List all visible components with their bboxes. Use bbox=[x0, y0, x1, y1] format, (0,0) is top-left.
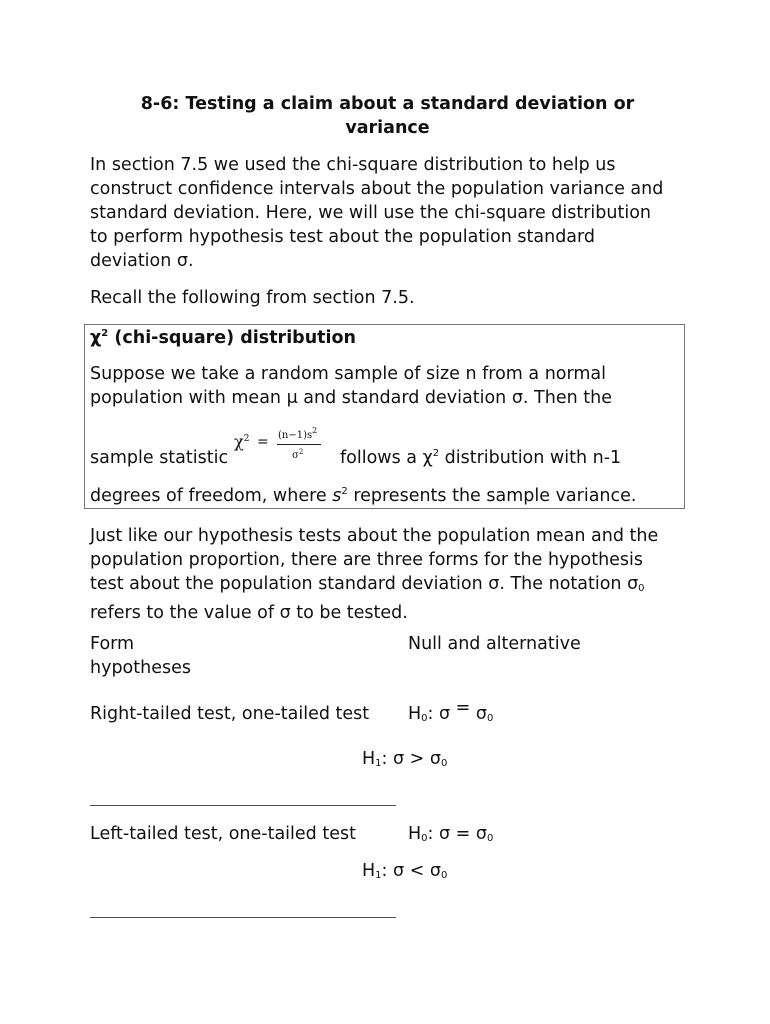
formula-chi: χ bbox=[234, 432, 244, 451]
para2-line: Just like our hypothesis tests about the population mean and the bbox=[90, 526, 659, 546]
formula-denominator-sup: 2 bbox=[298, 448, 304, 456]
intro-line: standard deviation. Here, we will use the chi-square distribution bbox=[90, 203, 651, 223]
title-line-2: variance bbox=[345, 118, 430, 138]
box-line-2: population with mean μ and standard deviation σ. Then the bbox=[90, 388, 612, 408]
formula-lhs-sup: 2 bbox=[243, 434, 250, 444]
hypothesis-forms-paragraph bbox=[90, 524, 690, 625]
left-tailed-label: Left-tailed test, one-tailed test bbox=[90, 824, 356, 844]
h0-letter: H bbox=[408, 824, 422, 844]
column-header-null-alt: Null and alternative bbox=[408, 634, 581, 654]
section-divider: ___________________________________________________ bbox=[90, 792, 396, 806]
h0-sub: 0 bbox=[421, 713, 428, 724]
intro-paragraph bbox=[90, 153, 690, 273]
h1-sub: 1 bbox=[375, 758, 382, 769]
para2-line: population proportion, there are three forms for the hypothesis bbox=[90, 550, 644, 570]
follows-post: distribution with n-1 bbox=[439, 448, 622, 468]
formula-fraction-bar bbox=[277, 444, 321, 445]
section-divider: ___________________________________________________ bbox=[90, 904, 396, 918]
formula-equals: = bbox=[257, 434, 269, 450]
para2-line: refers to the value of σ to be tested. bbox=[90, 603, 408, 623]
box-heading-symbol: χ bbox=[90, 328, 102, 348]
column-header-hypotheses: hypotheses bbox=[90, 658, 191, 678]
column-header-form: Form bbox=[90, 634, 135, 654]
recall-text: Recall the following from section 7.5. bbox=[90, 288, 415, 308]
box-heading-sup: 2 bbox=[101, 328, 109, 339]
h0-sigma-sub: 0 bbox=[486, 833, 494, 844]
follows-sup: 2 bbox=[432, 448, 440, 459]
follows-pre: follows a χ bbox=[340, 448, 433, 468]
intro-line: In section 7.5 we used the chi-square distribution to help us bbox=[90, 155, 616, 175]
h1-mid: : σ < σ bbox=[381, 861, 441, 881]
h0-sigma: σ bbox=[470, 704, 487, 724]
dof-sup: 2 bbox=[341, 486, 348, 497]
right-tailed-label: Right-tailed test, one-tailed test bbox=[90, 704, 370, 724]
box-heading-text: (chi-square) distribution bbox=[108, 328, 357, 348]
h1-sub: 1 bbox=[375, 870, 382, 881]
title-line-1: 8-6: Testing a claim about a standard deviation or bbox=[140, 94, 635, 114]
chi-square-definition-box bbox=[84, 324, 685, 509]
intro-line: construct confidence intervals about the population variance and bbox=[90, 179, 664, 199]
right-tailed-h0 bbox=[408, 698, 494, 724]
dof-var: s bbox=[332, 486, 342, 506]
page-title bbox=[90, 92, 685, 140]
h1-letter: H bbox=[362, 749, 376, 769]
formula-numerator-sup: 2 bbox=[312, 426, 318, 435]
sigma-zero-sub: 0 bbox=[638, 583, 645, 594]
formula-lhs bbox=[234, 432, 249, 451]
dof-post: represents the sample variance. bbox=[347, 486, 637, 506]
dof-pre: degrees of freedom, where bbox=[90, 486, 333, 506]
box-heading bbox=[90, 328, 356, 348]
para2-line3-text: test about the population standard deviation σ. The notation σ bbox=[90, 574, 639, 594]
formula-numerator-text: (n−1)s bbox=[278, 430, 313, 441]
sample-statistic-label: sample statistic bbox=[90, 448, 229, 468]
h0-letter: H bbox=[408, 704, 422, 724]
h0-mid: : σ bbox=[427, 704, 456, 724]
intro-line: to perform hypothesis test about the population standard bbox=[90, 227, 596, 247]
h1-sigma-sub: 0 bbox=[440, 870, 448, 881]
formula-denominator-text: σ bbox=[292, 450, 299, 461]
h0-equals-raised: = bbox=[455, 698, 471, 718]
follows-text bbox=[340, 448, 621, 468]
formula-denominator bbox=[292, 448, 303, 461]
h1-sigma-sub: 0 bbox=[440, 758, 448, 769]
left-tailed-h0 bbox=[408, 824, 493, 844]
degrees-of-freedom-text bbox=[90, 486, 636, 506]
intro-line: deviation σ. bbox=[90, 251, 194, 271]
box-line-1: Suppose we take a random sample of size n from a normal bbox=[90, 364, 607, 384]
right-tailed-h1 bbox=[362, 749, 447, 769]
left-tailed-h1 bbox=[362, 861, 447, 881]
h0-mid: : σ = σ bbox=[427, 824, 487, 844]
h0-sigma-sub: 0 bbox=[487, 713, 494, 724]
h1-letter: H bbox=[362, 861, 376, 881]
h1-mid: : σ > σ bbox=[381, 749, 441, 769]
para2-line bbox=[90, 572, 690, 601]
formula-numerator bbox=[278, 426, 317, 441]
chi-square-formula bbox=[232, 424, 332, 468]
h0-sub: 0 bbox=[421, 833, 428, 844]
